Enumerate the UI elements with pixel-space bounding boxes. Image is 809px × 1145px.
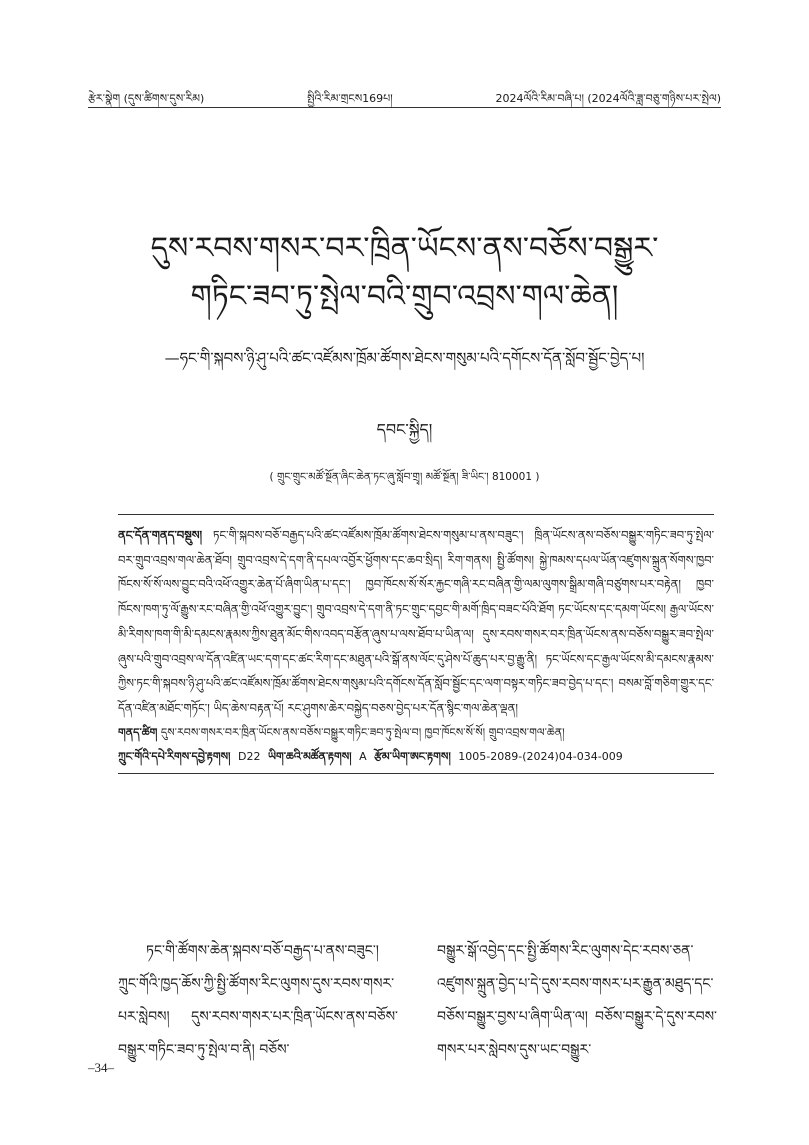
abstract-top-divider [118, 514, 714, 515]
header-journal: རྩེར་སྣེག (དུས་ཚིགས་དུས་རིམ) [88, 92, 205, 105]
title-line-2: གཏིང་ཟབ་ཏུ་སྤེལ་བའི་གྲུབ་འབྲས་གལ་ཆེན། [190, 279, 619, 314]
keywords [118, 721, 714, 745]
doc-code-label: ཡིག་ཆའི་མཚོན་རྟགས། [267, 749, 352, 763]
keywords-text: དུས་རབས་གསར་བར་ཁྲིན་ཡོངས་ནས་བཅོས་བསྒྱུར་གཏིང་ཟབ་ཏུ་སྤེལ་བ། ཁྱབ་ཁོངས་སོ་སོ། གྲུབ་འབྲས་གལ་ཆེན། [160, 725, 565, 739]
abstract [118, 523, 714, 721]
body-columns [118, 935, 717, 1067]
article-subtitle: —ཧང་གི་སྐབས་ཉི་ཤུ་པའི་ཚང་འཛོམས་ཁྲོམ་ཚོགས་ཐེངས་གསུམ་པའི་དགོངས་དོན་སློབ་སྦྱོང་བྱེད་པ། [164, 349, 645, 367]
article-title [60, 225, 749, 321]
classification-line [118, 745, 714, 769]
author-name: དབང་སྐྱིད། [376, 420, 433, 439]
abstract-label: ནང་དོན་གནད་བསྡུས། [118, 528, 203, 542]
header-divider [88, 107, 721, 108]
abstract-bottom-divider [118, 773, 714, 774]
body-column-right: བསྒྱུར་སྒོ་འབྱེད་དང་སྤྱི་ཚོགས་རིང་ལུགས་དེང་རབས་ཅན་འཛུགས་སྐྲུན་བྱེད་པ་དེ་དུས་རབས་གསར་པར་རྒྱུན་མཐུད་དང་བཅོས་བསྒྱུར་བྱས་པ་ཞིག་ཡིན་ལ། བཅོས་བསྒྱུར་དེ་དུས་རབས་གསར་པར་སླེབས་དུས་ཡང་བསྒྱུར་ [437, 943, 717, 1058]
abstract-section [118, 514, 714, 774]
abstract-text: ཏང་གི་སྐབས་བཅོ་བརྒྱད་པའི་ཚང་འཛོམས་ཁྲོམ་ཚོགས་ཐེངས་གསུམ་པ་ནས་བཟུང་། ཁྲིན་ཡོངས་ནས་བཅོས་བསྒྱུར་གཏིང་ཟབ་ཏུ་སྤེལ་བར་གྲུབ་འབྲས་གལ་ཆེན་ཐོབ། གྲུབ་འབྲས་དེ་དག་ནི་དཔལ་འབྱོར་ཕྱོགས་དང་ཆབ་སྲིད། རིག་གནས། སྤྱི་ཚོགས། སྐྱེ་ཁམས་དཔལ་ཡོན་འཛུགས་སྐྲུན་སོགས་ཁྱབ་ཁོངས་སོ་སོ་ལས་བྱུང་བའི་འཕོ་འགྱུར་ཆེན་པོ་ཞིག་ཡིན་པ་དང་། ཁྱབ་ཁོངས་སོ་སོར་རྐྱང་གཞི་རང་བཞིན་གྱི་ལམ་ལུགས་སྒྲིམ་གཞི་བཙུགས་པར་བརྟེན། ཁྱབ་ཁོངས་ཁག་ཏུ་ལོ་རྒྱུས་རང་བཞིན་གྱི་འཕོ་འགྱུར་བྱུང་། གྲུབ་འབྲས་དེ་དག་ནི་ཏང་གྲུང་དབྱང་གི་མགོ་ཁྲིད་བཟང་པོའི་ཐོག ཏང་ཡོངས་དང་དམག་ཡོངས། རྒྱལ་ཡོངས་མི་རིགས་ཁག་གི་མི་དམངས་རྣམས་ཀྱིས་ཐུན་མོང་གིས་འབད་བརྩོན་ཞུས་པ་ལས་ཐོབ་པ་ཡིན་ལ། དུས་རབས་གསར་བར་ཁྲིན་ཡོངས་ནས་བཅོས་བསྒྱུར་ཟབ་སྤེལ་ཞུས་པའི་གྲུབ་འབྲས་ལ་དོན་འཛིན་ཡང་དག་དང་ཚང་རིག་དང་མཐུན་པའི་སྒོ་ནས་ལོང་དུ་ཤེས་པོ་ཆུད་པར་བྱ་རྒྱུ་ནི། ཏང་ཡོངས་དང་རྒྱལ་ཡོངས་མི་དམངས་རྣམས་ཀྱིས་ཏང་གི་སྐབས་ཉི་ཤུ་པའི་ཚང་འཛོམས་ཁྲོམ་ཚོགས་ཐེངས་གསུམ་པའི་དགོངས་དོན་སློབ་སྦྱོང་དང་ལག་བསྟར་གཏིང་ཟབ་བྱེད་པ་དང་། བསམ་བློ་གཅིག་གྱུར་དང་དོན་འཛིན་མཐོང་གཏོང་། ཡིད་ཆེས་བརྟན་པོ། རང་ཤུགས་ཆེར་བསྐྱེད་བཅས་བྱེད་པར་དོན་སྙིང་གལ་ཆེན་ལྡན། [118, 528, 715, 715]
running-header [88, 86, 721, 117]
header-issue-date: 2024ལོའི་རིམ་བཞི་པ། (2024ལོའི་ཟླ་བཅུ་གཉིས་པར་སྤེལ) [495, 92, 721, 105]
article-id-value: 1005-2089-(2024)04-034-009 [458, 749, 623, 763]
article-id-label: རྩོམ་ཡིག་ཨང་རྟགས། [374, 749, 451, 763]
title-line-1: དུས་རབས་གསར་བར་ཁྲིན་ཡོངས་ནས་བཅོས་བསྒྱུར་ [150, 231, 659, 266]
author-affiliation: ( གྲུང་གྲུང་མཚོ་སྔོན་ཞིང་ཆེན་ཏང་ཞུ་སློབ་གྲྭ། མཚོ་སྔོན། ཟི་ཡིང་། 810001 ) [269, 471, 540, 483]
doc-code-value: A [359, 749, 367, 763]
clc-value: D22 [238, 749, 261, 763]
clc-label: ཀྲུང་གོའི་དཔེ་རིགས་དབྱེ་རྟགས། [118, 749, 231, 763]
header-issue-total: སྤྱིའི་རིམ་གྲངས169པ། [307, 92, 393, 105]
keywords-label: གནད་ཚིག [118, 725, 158, 739]
page-number: –34– [88, 1060, 114, 1075]
body-column-left: ཏང་གི་ཚོགས་ཆེན་སྐབས་བཅོ་བརྒྱད་པ་ནས་བཟུང་། ཀྲུང་གོའི་ཁྱད་ཆོས་ཀྱི་སྤྱི་ཚོགས་རིང་ལུགས་དུས་རབས་གསར་པར་སླེབས། དུས་རབས་གསར་པར་ཁྲིན་ཡོངས་ནས་བཅོས་བསྒྱུར་གཏིང་ཟབ་ཏུ་སྤེལ་བ་ནི། བཅོས་ [118, 943, 398, 1058]
